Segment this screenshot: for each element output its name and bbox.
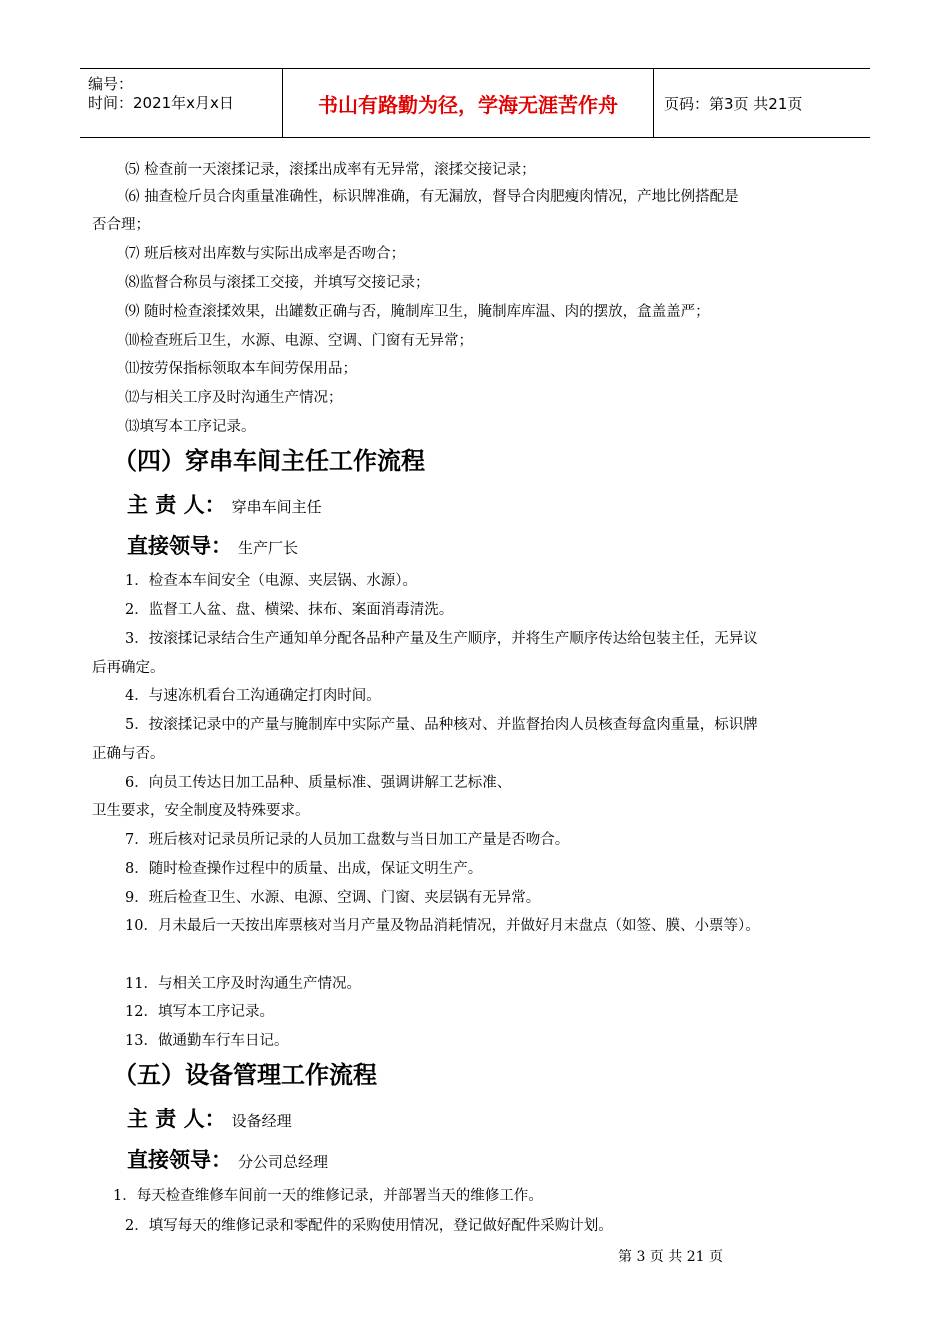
list-item: ⑺ 班后核对出库数与实际出成率是否吻合； xyxy=(125,246,406,262)
list-item: 2．填写每天的维修记录和零配件的采购使用情况，登记做好配件采购计划。 xyxy=(125,1218,613,1234)
leader-label: 直接领导： xyxy=(127,534,232,558)
list-item: 12．填写本工序记录。 xyxy=(125,1004,274,1020)
list-item: ⑻监督合称员与滚揉工交接，并填写交接记录； xyxy=(125,275,430,291)
list-item-continuation: 卫生要求，安全制度及特殊要求。 xyxy=(92,803,310,819)
list-item: 6．向员工传达日加工品种、质量标准、强调讲解工艺标准、 xyxy=(125,775,512,791)
page-footer: 第 3 页 共 21 页 xyxy=(618,1249,723,1265)
list-item: 2．监督工人盆、盘、横梁、抹布、案面消毒清洗。 xyxy=(125,602,454,618)
list-item: 9．班后检查卫生、水源、电源、空调、门窗、夹层锅有无异常。 xyxy=(125,890,541,906)
list-item-continuation: 正确与否。 xyxy=(92,746,165,762)
section-5-leader xyxy=(127,1147,328,1175)
leader-label: 直接领导： xyxy=(127,1148,232,1172)
code-label: 编号： xyxy=(88,75,134,93)
responsible-label: 主 责 人： xyxy=(127,493,226,517)
section-5-title: （五）设备管理工作流程 xyxy=(113,1061,377,1089)
responsible-label: 主 责 人： xyxy=(127,1107,226,1131)
section-4-responsible xyxy=(127,492,322,520)
list-item: 8．随时检查操作过程中的质量、出成，保证文明生产。 xyxy=(125,861,483,877)
section-5-responsible xyxy=(127,1106,292,1134)
time-label: 时间：2021年x月x日 xyxy=(88,94,234,112)
list-item: 13．做通勤车行车日记。 xyxy=(125,1033,289,1049)
list-item: 11．与相关工序及时沟通生产情况。 xyxy=(125,976,361,992)
list-item: 7．班后核对记录员所记录的人员加工盘数与当日加工产量是否吻合。 xyxy=(125,832,570,848)
list-item: ⑸ 检查前一天滚揉记录，滚揉出成率有无异常，滚揉交接记录； xyxy=(125,162,536,178)
header-meta-cell xyxy=(80,69,283,137)
header-motto: 书山有路勤为径，学海无涯苦作舟 xyxy=(283,69,654,137)
list-item: ⑿与相关工序及时沟通生产情况； xyxy=(125,390,343,406)
responsible-value: 穿串车间主任 xyxy=(231,498,322,516)
list-item: ⑽检查班后卫生，水源、电源、空调、门窗有无异常； xyxy=(125,333,473,349)
header-page-info: 页码：第3页 共21页 xyxy=(664,94,803,113)
list-item: 5．按滚揉记录中的产量与腌制库中实际产量、品种核对、并监督抬肉人员核查每盒肉重量，标识牌 xyxy=(125,717,758,733)
list-item-continuation: 后再确定。 xyxy=(92,660,165,676)
leader-value: 生产厂长 xyxy=(238,539,299,557)
leader-value: 分公司总经理 xyxy=(238,1153,329,1171)
list-item: ⑹ 抽查检斤员合肉重量准确性，标识牌准确，有无漏放，督导合肉肥瘦肉情况，产地比例搭配是 xyxy=(125,189,739,205)
responsible-value: 设备经理 xyxy=(231,1112,292,1130)
list-item: 1．检查本车间安全（电源、夹层锅、水源）。 xyxy=(125,573,417,589)
list-item: ⑾按劳保指标领取本车间劳保用品； xyxy=(125,361,357,377)
document-header xyxy=(80,68,870,138)
list-item: 4．与速冻机看台工沟通确定打肉时间。 xyxy=(125,688,381,704)
list-item: 10．月未最后一天按出库票核对当月产量及物品消耗情况，并做好月末盘点（如签、膜、小票等）。 xyxy=(125,918,760,934)
list-item: 1．每天检查维修车间前一天的维修记录，并部署当天的维修工作。 xyxy=(113,1188,543,1204)
list-item: ⒀填写本工序记录。 xyxy=(125,419,256,435)
list-item: 3．按滚揉记录结合生产通知单分配各品种产量及生产顺序，并将生产顺序传达给包装主任，无异议 xyxy=(125,631,758,647)
section-4-title: （四）穿串车间主任工作流程 xyxy=(113,447,425,475)
list-item-continuation: 否合理； xyxy=(92,217,150,233)
section-4-leader xyxy=(127,533,298,561)
list-item: ⑼ 随时检查滚揉效果，出罐数正确与否，腌制库卫生，腌制库库温、肉的摆放，盒盖盖严； xyxy=(125,304,710,320)
